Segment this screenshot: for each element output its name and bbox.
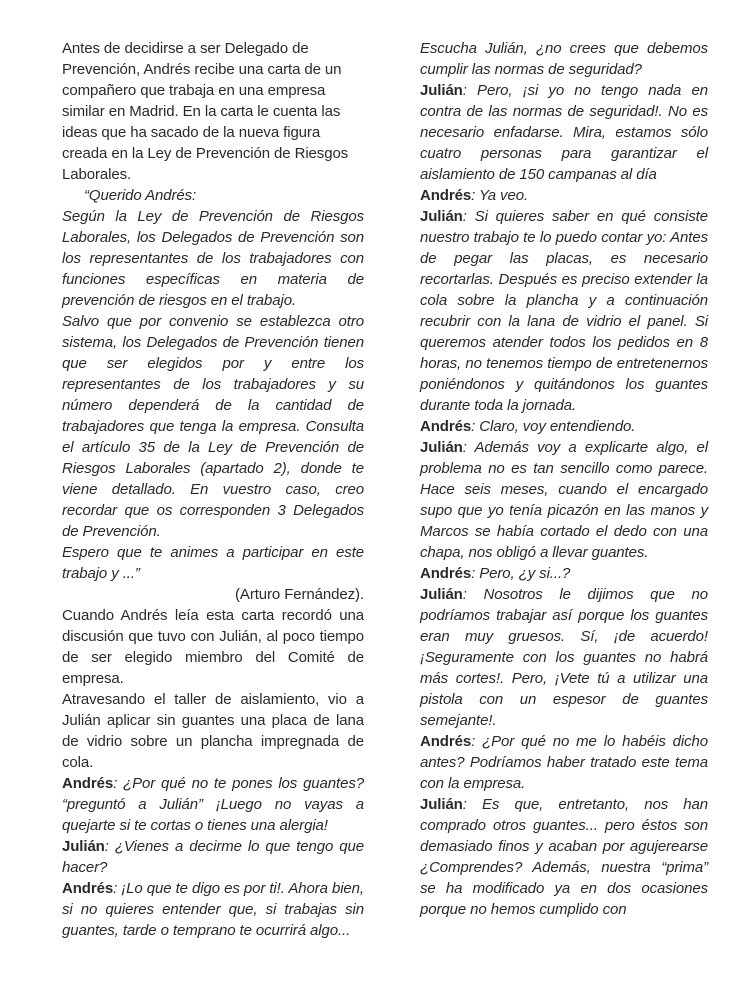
dialog-line (420, 794, 708, 920)
speaker-name: Julián (420, 439, 463, 456)
dialog-text: : ¿Vienes a decirme lo que tengo que hacer? (62, 838, 364, 876)
speaker-name: Andrés (420, 187, 472, 204)
dialog-text: : Si quieres saber en qué consiste nuestro trabajo te lo puedo contar yo: Antes de pegar las placas, es necesario recortarlas. Después es preciso extender la cola sobre la plancha y a continuación recubrir con la lana de vidrio el panel. Si queremos atender todos los pedidos en 8 horas, no tenemos tiempo de entretenernos poniéndonos y quitándonos los guantes durante toda la jornada. (420, 208, 708, 414)
narrative-paragraph-1: Cuando Andrés leía esta carta recordó una discusión que tuvo con Julián, al poco tiempo de ser elegido miembro del Comité de empresa. (62, 607, 364, 687)
speaker-name: Julián (420, 208, 463, 225)
dialog-line (420, 437, 708, 563)
dialog-line (420, 416, 708, 437)
dialog-text: : Ya veo. (471, 187, 529, 204)
letter-signature: (Arturo Fernández). (235, 586, 364, 603)
speaker-name: Andrés (420, 733, 472, 750)
dialog-line (62, 836, 364, 878)
dialog-opening: Escucha Julián, ¿no crees que debemos cumplir las normas de seguridad? (420, 40, 708, 78)
dialog-line (420, 185, 708, 206)
right-column (420, 38, 708, 920)
dialog-line (420, 80, 708, 185)
dialog-text: : Es que, entretanto, nos han comprado otros guantes... pero éstos son demasiado finos y acaban por agujerearse ¿Comprendes? Además, nuestra “prima” se ha modificado ya en dos ocasiones porque no hemos cumplido con (420, 796, 708, 918)
dialog-text: : Claro, voy entendiendo. (471, 418, 636, 435)
speaker-name: Julián (62, 838, 105, 855)
dialog-line (420, 584, 708, 731)
dialog-line (62, 878, 364, 941)
letter-greeting: “Querido Andrés: (84, 187, 197, 204)
dialog-text: : Pero, ¡si yo no tengo nada en contra de las normas de seguridad!. No es necesario enfadarse. Mira, estamos sólo cuatro personas para garantizar el aislamiento de 150 campanas al día (420, 82, 708, 183)
dialog-line (420, 731, 708, 794)
dialog-text: : ¿Por qué no me lo habéis dicho antes? Podríamos haber tratado este tema con la empresa. (420, 733, 708, 792)
intro-paragraph: Antes de decidirse a ser Delegado de Prevención, Andrés recibe una carta de un compañero que trabaja en una empresa similar en Madrid. En la carta le cuenta las ideas que ha sacado de la nueva figura creada en la Ley de Prevención de Riesgos Laborales. (62, 40, 349, 183)
letter-paragraph-3: Espero que te animes a participar en este trabajo y ...” (62, 544, 364, 582)
left-column (62, 38, 364, 941)
dialog-text: : ¡Lo que te digo es por ti!. Ahora bien, si no quieres entender que, si trabajas sin guantes, tarde o temprano te ocurrirá algo... (62, 880, 364, 939)
letter-paragraph-2: Salvo que por convenio se establezca otro sistema, los Delegados de Prevención tienen que ser elegidos por y entre los representantes de los trabajadores y su número dependerá de la cantidad de trabajadores que tenga la empresa. Consulta el artículo 35 de la Ley de Prevención de Riesgos Laborales (apartado 2), donde te viene detallado. En vuestro caso, creo recordar que os corresponden 3 Delegados de Prevención. (62, 313, 364, 540)
speaker-name: Julián (420, 82, 463, 99)
speaker-name: Julián (420, 796, 463, 813)
letter-paragraph-1: Según la Ley de Prevención de Riesgos Laborales, los Delegados de Prevención son los representantes de los trabajadores con funciones específicas en materia de prevención de riesgos en el trabajo. (62, 208, 364, 309)
speaker-name: Andrés (62, 880, 114, 897)
narrative-paragraph-2: Atravesando el taller de aislamiento, vio a Julián aplicar sin guantes una placa de lana de vidrio sobre un plancha impregnada de cola. (62, 691, 364, 771)
dialog-text: : ¿Por qué no te pones los guantes? “preguntó a Julián” ¡Luego no vayas a quejarte si te cortas o tienes una alergia! (62, 775, 364, 834)
speaker-name: Andrés (62, 775, 114, 792)
dialog-line (420, 206, 708, 416)
speaker-name: Julián (420, 586, 463, 603)
dialog-text: : Además voy a explicarte algo, el problema no es tan sencillo como parece. Hace seis meses, cuando el encargado supo que yo tenía picazón en las manos y Marcos se había cortado el dedo con una chapa, nos obligó a llevar guantes. (420, 439, 708, 561)
dialog-text: : Nosotros le dijimos que no podríamos trabajar así porque los guantes eran muy gruesos. Sí, ¡de acuerdo! ¡Seguramente con los guantes no habrá más cortes!. Pero, ¡Vete tú a utilizar una pistola con un espesor de guantes semejante!. (420, 586, 708, 729)
dialog-line (62, 773, 364, 836)
dialog-text: : Pero, ¿y si...? (471, 565, 571, 582)
dialog-line (420, 563, 708, 584)
speaker-name: Andrés (420, 418, 472, 435)
speaker-name: Andrés (420, 565, 472, 582)
